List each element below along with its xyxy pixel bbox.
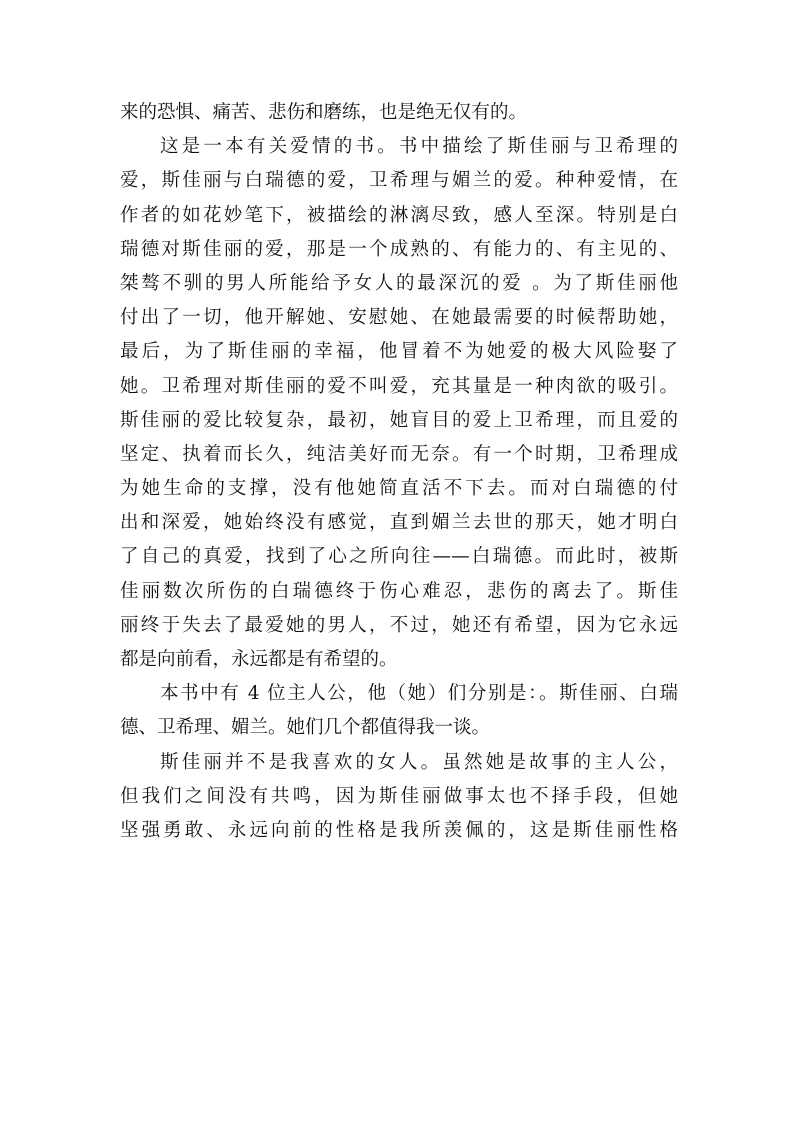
text-line: 但我们之间没有共鸣，因为斯佳丽做事太也不择手段，但她: [120, 785, 678, 807]
text-line: 了自己的真爱，找到了心之所向往——白瑞德。而此时，被斯: [120, 546, 678, 568]
text-line: 桀骜不驯的男人所能给予女人的最深沉的爱 。为了斯佳丽他: [120, 272, 678, 294]
text-line: 坚定、执着而长久，纯洁美好而无奈。有一个时期，卫希理成: [120, 443, 678, 465]
text-line: 为她生命的支撑，没有他她简直活不下去。而对白瑞德的付: [120, 478, 678, 500]
text-line: 这是一本有关爱情的书。书中描绘了斯佳丽与卫希理的: [160, 136, 678, 158]
text-line: 付出了一切，他开解她、安慰她、在她最需要的时候帮助她，: [120, 307, 678, 329]
text-line: 出和深爱，她始终没有感觉，直到媚兰去世的那天，她才明白: [120, 512, 678, 534]
text-line: 斯佳丽并不是我喜欢的女人。虽然她是故事的主人公，: [160, 751, 678, 773]
text-line: 本书中有 4 位主人公，他（她）们分别是：。斯佳丽、白瑞: [160, 683, 678, 705]
paragraph-2: [120, 130, 678, 677]
paragraph-3: [120, 677, 678, 745]
text-line: 都是向前看，永远都是有希望的。: [120, 649, 398, 670]
text-line: 作者的如花妙笔下，被描绘的淋漓尽致，感人至深。特别是白: [120, 204, 678, 226]
text-line: 最后，为了斯佳丽的幸福，他冒着不为她爱的极大风险娶了: [120, 341, 678, 363]
text-line: 德、卫希理、媚兰。她们几个都值得我一谈。: [120, 717, 491, 739]
text-line: 佳丽数次所伤的白瑞德终于伤心难忍，悲伤的离去了。斯佳: [120, 580, 678, 602]
text-line: 她。卫希理对斯佳丽的爱不叫爱，充其量是一种肉欲的吸引。: [120, 375, 678, 397]
text-line: 坚强勇敢、永远向前的性格是我所羡佩的，这是斯佳丽性格: [120, 819, 678, 841]
text-line: 爱，斯佳丽与白瑞德的爱，卫希理与媚兰的爱。种种爱情，在: [120, 170, 678, 192]
document-body: [120, 96, 678, 848]
text-line: 丽终于失去了最爱她的男人，不过，她还有希望，因为它永远: [120, 614, 678, 636]
paragraph-1: [120, 96, 678, 130]
paragraph-4: [120, 746, 678, 849]
text-line: 来的恐惧、痛苦、悲伤和磨练，也是绝无仅有的。: [120, 102, 528, 123]
text-line: 瑞德对斯佳丽的爱，那是一个成熟的、有能力的、有主见的、: [120, 238, 678, 260]
text-line: 斯佳丽的爱比较复杂，最初，她盲目的爱上卫希理，而且爱的: [120, 409, 678, 431]
